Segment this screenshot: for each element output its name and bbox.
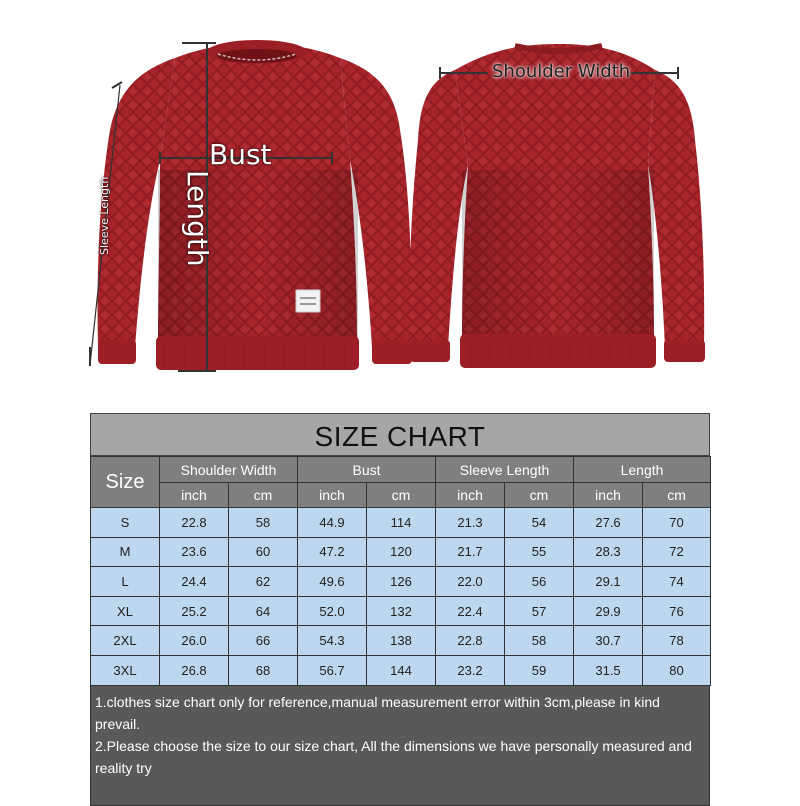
value-cell: 144 xyxy=(367,655,436,685)
header-row-groups xyxy=(91,457,711,483)
note-2: 2.Please choose the size to our size chart, All the dimensions we have personally measured and reality try xyxy=(95,737,692,776)
group-header-length: Length xyxy=(574,457,711,483)
value-cell: 80 xyxy=(643,655,711,685)
value-cell: 78 xyxy=(643,626,711,656)
value-cell: 26.8 xyxy=(160,655,229,685)
value-cell: 22.8 xyxy=(436,626,505,656)
value-cell: 74 xyxy=(643,567,711,597)
value-cell: 26.0 xyxy=(160,626,229,656)
length-label: Length xyxy=(181,170,214,267)
group-header-shoulder-width: Shoulder Width xyxy=(160,457,298,483)
value-cell: 31.5 xyxy=(574,655,643,685)
value-cell: 56.7 xyxy=(298,655,367,685)
front-sweater xyxy=(98,40,413,370)
unit-header: cm xyxy=(229,483,298,508)
sleeve-length-label: Sleeve Length xyxy=(98,176,111,255)
size-chart-title: SIZE CHART xyxy=(90,413,710,456)
value-cell: 72 xyxy=(643,537,711,567)
value-cell: 138 xyxy=(367,626,436,656)
value-cell: 29.9 xyxy=(574,596,643,626)
value-cell: 126 xyxy=(367,567,436,597)
value-cell: 54 xyxy=(505,508,574,538)
unit-header: inch xyxy=(160,483,229,508)
value-cell: 114 xyxy=(367,508,436,538)
size-cell: M xyxy=(91,537,160,567)
size-cell: XL xyxy=(91,596,160,626)
unit-header: cm xyxy=(643,483,711,508)
value-cell: 30.7 xyxy=(574,626,643,656)
table-row xyxy=(91,655,711,685)
value-cell: 21.3 xyxy=(436,508,505,538)
table-row xyxy=(91,508,711,538)
value-cell: 132 xyxy=(367,596,436,626)
back-sweater xyxy=(409,44,705,368)
table-row xyxy=(91,596,711,626)
unit-header: inch xyxy=(574,483,643,508)
size-cell: 3XL xyxy=(91,655,160,685)
value-cell: 68 xyxy=(229,655,298,685)
size-cell: 2XL xyxy=(91,626,160,656)
value-cell: 22.0 xyxy=(436,567,505,597)
unit-header: inch xyxy=(298,483,367,508)
value-cell: 66 xyxy=(229,626,298,656)
value-cell: 70 xyxy=(643,508,711,538)
group-header-sleeve-length: Sleeve Length xyxy=(436,457,574,483)
value-cell: 21.7 xyxy=(436,537,505,567)
size-cell: L xyxy=(91,567,160,597)
value-cell: 76 xyxy=(643,596,711,626)
value-cell: 54.3 xyxy=(298,626,367,656)
value-cell: 56 xyxy=(505,567,574,597)
value-cell: 60 xyxy=(229,537,298,567)
size-rows xyxy=(91,508,711,686)
size-chart xyxy=(90,413,710,783)
header-row-units xyxy=(91,483,711,508)
unit-header: inch xyxy=(436,483,505,508)
value-cell: 64 xyxy=(229,596,298,626)
note-1: 1.clothes size chart only for reference,manual measurement error within 3cm,please in kind prevail. xyxy=(95,693,660,732)
value-cell: 120 xyxy=(367,537,436,567)
size-cell: S xyxy=(91,508,160,538)
value-cell: 55 xyxy=(505,537,574,567)
size-notes xyxy=(90,686,710,806)
unit-header: cm xyxy=(505,483,574,508)
group-header-bust: Bust xyxy=(298,457,436,483)
value-cell: 25.2 xyxy=(160,596,229,626)
value-cell: 49.6 xyxy=(298,567,367,597)
size-column-header: Size xyxy=(91,457,160,508)
value-cell: 58 xyxy=(505,626,574,656)
sweater-illustration xyxy=(0,0,800,395)
value-cell: 62 xyxy=(229,567,298,597)
value-cell: 22.8 xyxy=(160,508,229,538)
value-cell: 28.3 xyxy=(574,537,643,567)
shoulder-width-label: Shoulder Width xyxy=(492,61,631,82)
value-cell: 24.4 xyxy=(160,567,229,597)
bust-label: Bust xyxy=(209,138,272,171)
value-cell: 52.0 xyxy=(298,596,367,626)
unit-header: cm xyxy=(367,483,436,508)
value-cell: 59 xyxy=(505,655,574,685)
value-cell: 27.6 xyxy=(574,508,643,538)
value-cell: 22.4 xyxy=(436,596,505,626)
value-cell: 57 xyxy=(505,596,574,626)
value-cell: 23.6 xyxy=(160,537,229,567)
value-cell: 47.2 xyxy=(298,537,367,567)
value-cell: 29.1 xyxy=(574,567,643,597)
table-row xyxy=(91,626,711,656)
product-figure xyxy=(0,0,800,395)
table-row xyxy=(91,567,711,597)
value-cell: 23.2 xyxy=(436,655,505,685)
size-table xyxy=(90,456,711,686)
table-row xyxy=(91,537,711,567)
value-cell: 44.9 xyxy=(298,508,367,538)
value-cell: 58 xyxy=(229,508,298,538)
